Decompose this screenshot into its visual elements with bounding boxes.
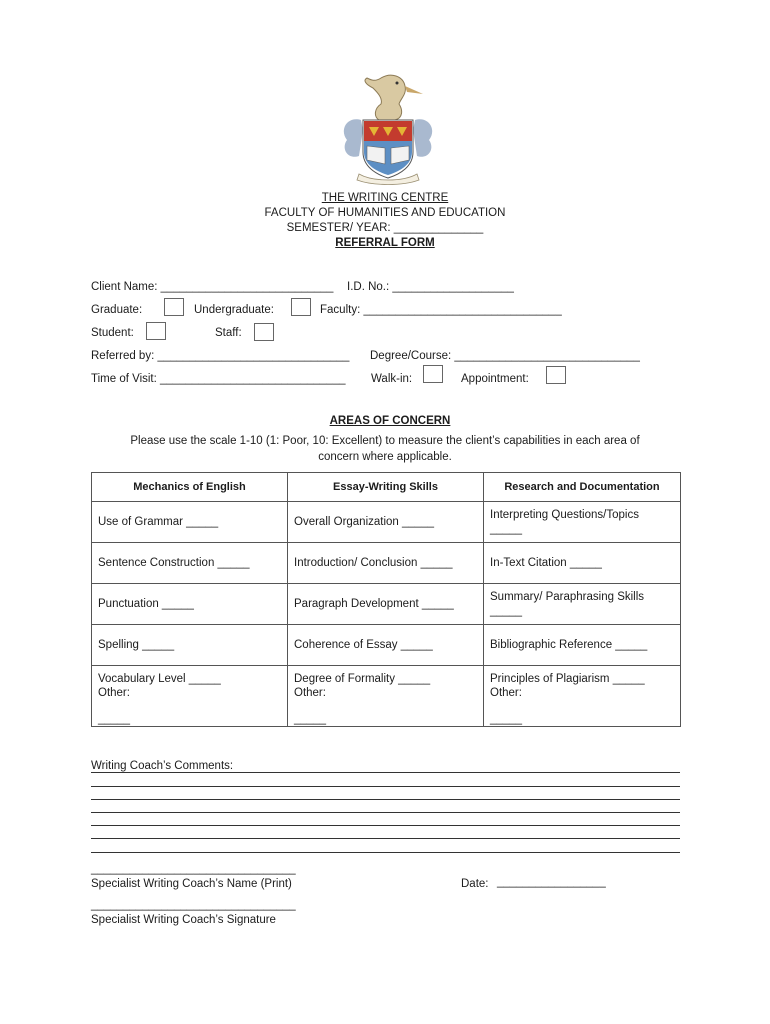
- rating-cell[interactable]: Coherence of Essay _____: [288, 625, 484, 666]
- student-checkbox[interactable]: [146, 322, 166, 340]
- walk-in-label: Walk-in:: [371, 373, 413, 385]
- staff-checkbox[interactable]: [254, 323, 274, 341]
- rating-cell[interactable]: Introduction/ Conclusion _____: [288, 543, 484, 584]
- column-header-research: Research and Documentation: [484, 473, 681, 502]
- date-label: Date:: [461, 878, 489, 890]
- rating-cell[interactable]: Use of Grammar _____: [92, 502, 288, 543]
- other-blank[interactable]: _____: [490, 713, 522, 725]
- comments-line[interactable]: [91, 838, 680, 839]
- walk-in-checkbox[interactable]: [423, 365, 443, 383]
- undergraduate-label: Undergraduate:: [194, 304, 274, 316]
- rating-cell[interactable]: [92, 666, 288, 727]
- scale-instructions-cont: concern where applicable.: [318, 451, 452, 463]
- client-name-field[interactable]: Client Name: ___________________________: [91, 281, 334, 293]
- cell-text: Principles of Plagiarism _____: [490, 673, 645, 685]
- staff-label: Staff:: [215, 327, 242, 339]
- comments-line[interactable]: [91, 852, 680, 853]
- other-label: Other:: [490, 687, 522, 699]
- graduate-checkbox[interactable]: [164, 298, 184, 316]
- coach-name-line[interactable]: ________________________________: [91, 863, 296, 875]
- degree-course-field[interactable]: Degree/Course: _____________________________: [370, 350, 640, 362]
- centre-title: THE WRITING CENTRE: [321, 192, 449, 204]
- appointment-checkbox[interactable]: [546, 366, 566, 384]
- table-row: [92, 502, 681, 543]
- table-row: [92, 625, 681, 666]
- coach-name-label: Specialist Writing Coach’s Name (Print): [91, 878, 292, 890]
- time-of-visit-field[interactable]: Time of Visit: _____________________________: [91, 373, 346, 385]
- areas-of-concern-table: [91, 472, 681, 727]
- coach-signature-label: Specialist Writing Coach’s Signature: [91, 914, 276, 926]
- crest-logo: [333, 70, 443, 185]
- comments-line[interactable]: [91, 799, 680, 800]
- rating-cell[interactable]: [288, 666, 484, 727]
- rating-cell[interactable]: Paragraph Development _____: [288, 584, 484, 625]
- appointment-label: Appointment:: [461, 373, 529, 385]
- rating-cell[interactable]: Bibliographic Reference _____: [484, 625, 681, 666]
- comments-line[interactable]: [91, 812, 680, 813]
- student-label: Student:: [91, 327, 134, 339]
- comments-line[interactable]: [91, 786, 680, 787]
- semester-year-line[interactable]: SEMESTER/ YEAR: ______________: [286, 222, 484, 234]
- cell-text: Degree of Formality _____: [294, 673, 431, 685]
- column-header-essay: Essay-Writing Skills: [288, 473, 484, 502]
- graduate-label: Graduate:: [91, 304, 143, 316]
- comments-line[interactable]: [91, 772, 680, 773]
- comments-label: Writing Coach’s Comments:: [91, 760, 237, 772]
- rating-cell[interactable]: In-Text Citation _____: [484, 543, 681, 584]
- rating-cell[interactable]: Interpreting Questions/Topics _____: [484, 502, 681, 543]
- id-number-field[interactable]: I.D. No.: ___________________: [347, 281, 514, 293]
- rating-cell[interactable]: Overall Organization _____: [288, 502, 484, 543]
- other-label: Other:: [98, 687, 130, 699]
- areas-of-concern-title: AREAS OF CONCERN: [329, 415, 451, 427]
- date-field[interactable]: _________________: [497, 876, 606, 888]
- other-label: Other:: [294, 687, 326, 699]
- rating-cell[interactable]: Punctuation _____: [92, 584, 288, 625]
- column-header-mechanics: Mechanics of English: [92, 473, 288, 502]
- rating-cell[interactable]: Spelling _____: [92, 625, 288, 666]
- other-blank[interactable]: _____: [294, 713, 326, 725]
- rating-cell[interactable]: Sentence Construction _____: [92, 543, 288, 584]
- faculty-title: FACULTY OF HUMANITIES AND EDUCATION: [264, 207, 506, 219]
- rating-cell[interactable]: Summary/ Paraphrasing Skills _____: [484, 584, 681, 625]
- cell-text: Vocabulary Level _____: [98, 673, 221, 685]
- faculty-field[interactable]: Faculty: _______________________________: [320, 304, 562, 316]
- coach-signature-line[interactable]: ________________________________: [91, 899, 296, 911]
- table-row: [92, 543, 681, 584]
- comments-line[interactable]: [91, 825, 680, 826]
- referred-by-field[interactable]: Referred by: ______________________________: [91, 350, 350, 362]
- rating-cell[interactable]: [484, 666, 681, 727]
- undergraduate-checkbox[interactable]: [291, 298, 311, 316]
- form-title: REFERRAL FORM: [335, 237, 435, 249]
- scale-instructions: Please use the scale 1-10 (1: Poor, 10: Excellent) to measure the client’s capabilities in each area of: [130, 435, 640, 447]
- table-header-row: [92, 473, 681, 502]
- other-blank[interactable]: _____: [98, 713, 130, 725]
- table-row: [92, 584, 681, 625]
- table-row: [92, 666, 681, 727]
